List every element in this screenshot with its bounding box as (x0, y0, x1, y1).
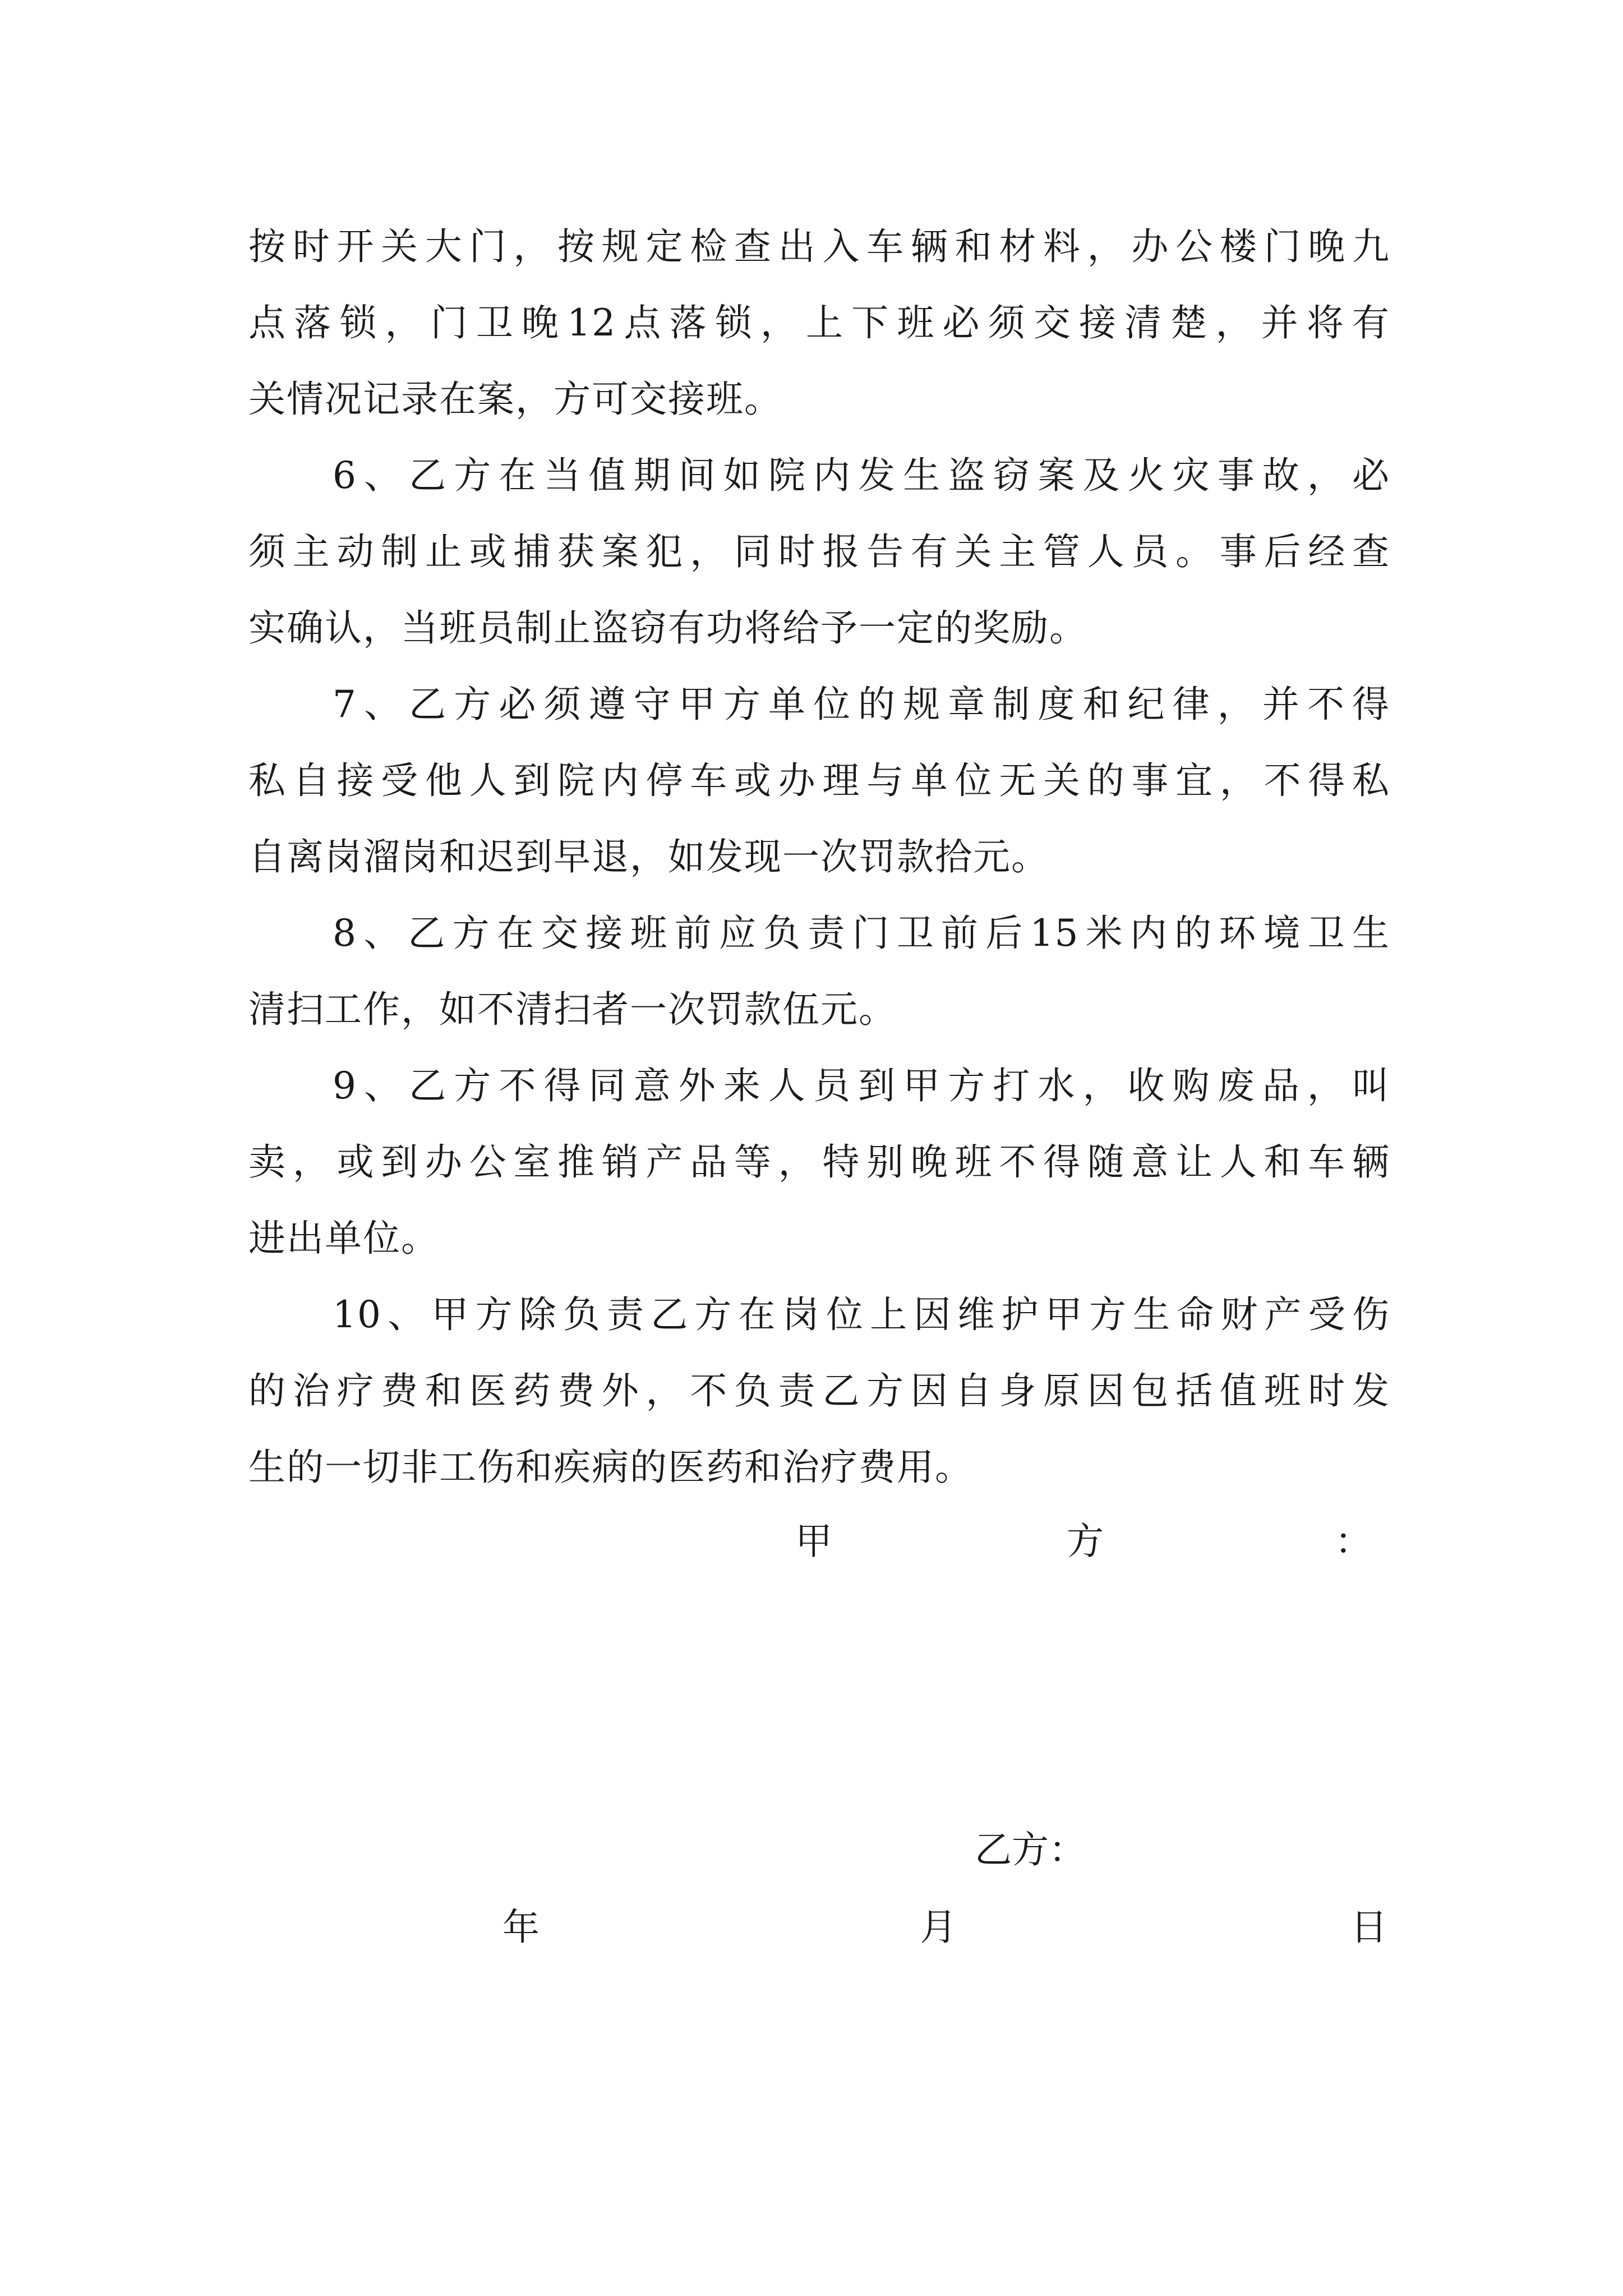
text-line: 实确认，当班员制止盗窃有功将给予一定的奖励。 (248, 606, 1087, 650)
text-line: 7、乙方必须遵守甲方单位的规章制度和纪律，并不得 (333, 683, 1390, 726)
party-a-label-char1: 甲 (795, 1520, 832, 1563)
text-line: 9、乙方不得同意外来人员到甲方打水，收购废品，叫 (333, 1064, 1390, 1107)
text-line: 8、乙方在交接班前应负责门卫前后15米内的环境卫生 (333, 912, 1390, 955)
party-b-label: 乙方： (975, 1828, 1086, 1871)
text-line: 点落锁，门卫晚12点落锁，上下班必须交接清楚，并将有 (248, 301, 1390, 344)
party-a-label-char2: 方 (1067, 1520, 1104, 1563)
text-line: 关情况记录在案，方可交接班。 (248, 378, 782, 421)
text-line: 的治疗费和医药费外，不负责乙方因自身原因包括值班时发 (248, 1369, 1390, 1412)
date-year-label: 年 (502, 1906, 540, 1949)
document-body (248, 209, 1390, 1506)
party-a-colon: ： (1335, 1520, 1372, 1563)
text-line: 清扫工作，如不清扫者一次罚款伍元。 (248, 988, 897, 1031)
text-line: 进出单位。 (248, 1217, 439, 1260)
text-line: 10、甲方除负责乙方在岗位上因维护甲方生命财产受伤 (333, 1293, 1390, 1336)
text-line: 生的一切非工伤和疾病的医药和治疗费用。 (248, 1446, 973, 1489)
date-day-label: 日 (1350, 1906, 1387, 1949)
date-month-label: 月 (920, 1906, 957, 1949)
text-line: 私自接受他人到院内停车或办理与单位无关的事宜，不得私 (248, 759, 1390, 802)
text-line: 须主动制止或捕获案犯，同时报告有关主管人员。事后经查 (248, 530, 1390, 573)
text-line: 自离岗溜岗和迟到早退，如发现一次罚款拾元。 (248, 835, 1049, 878)
text-line: 卖，或到办公室推销产品等，特别晚班不得随意让人和车辆 (248, 1140, 1390, 1184)
text-line: 按时开关大门，按规定检查出入车辆和材料，办公楼门晚九 (248, 225, 1390, 268)
text-line: 6、乙方在当值期间如院内发生盗窃案及火灾事故，必 (333, 454, 1390, 497)
